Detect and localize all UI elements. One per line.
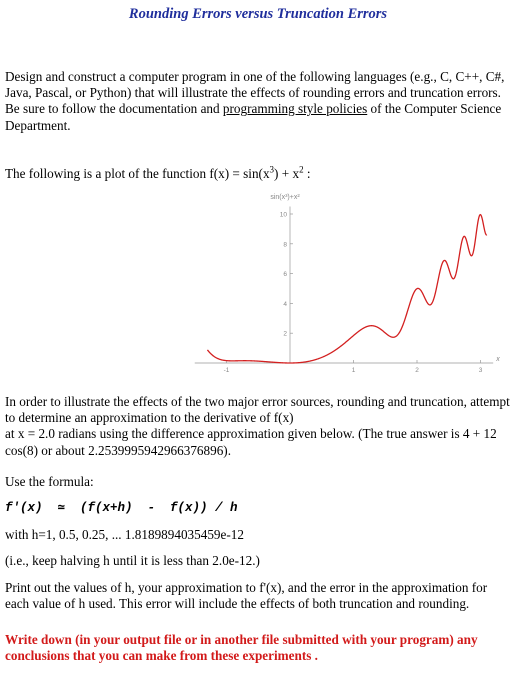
plot-intro-exp1: 3 [269, 164, 275, 175]
page-title: Rounding Errors versus Truncation Errors [128, 6, 388, 22]
y-tick-label: 8 [283, 241, 287, 249]
plot-ticks [224, 212, 483, 375]
x-axis-label: x [496, 356, 500, 363]
x-tick-label: 2 [415, 367, 419, 374]
plot-intro-suffix: : [303, 166, 311, 181]
style-policies-link[interactable]: programming style policies [222, 101, 368, 117]
plot-intro-mid: ) + x [274, 166, 300, 181]
para1-text: In order to illustrate the effects of the two major error sources, rounding and truncation, attempt to determine an approximation to the derivative of f(x) [5, 394, 510, 426]
plot-title: sin(x³)+x² [270, 194, 300, 201]
intro-paragraph [5, 69, 510, 134]
halving-note: (i.e., keep halving h until it is less than 2.0e-12.) [5, 553, 260, 568]
function-plot [0, 186, 516, 386]
y-tick-label: 10 [279, 211, 287, 219]
plot-intro-prefix: The following is a plot of the function f(x) = sin(x [5, 166, 270, 181]
y-tick-label: 2 [283, 330, 287, 338]
x-tick-label: 3 [478, 367, 483, 374]
plot-intro [5, 166, 510, 182]
x-tick-label: -1 [223, 367, 230, 374]
h-values: with h=1, 0.5, 0.25, ... 1.8189894035459e-12 [5, 527, 244, 542]
formula: f'(x) ≃ (f(x+h) - f(x)) / h [5, 501, 238, 515]
print-instructions: Print out the values of h, your approximation to f'(x), and the error in the approximation for each value of h used. This error will include the effects of both truncation and rounding. [5, 580, 488, 612]
plot-intro-exp2: 2 [299, 164, 304, 175]
intro-text-2a: Be sure to follow the documentation and [5, 101, 223, 117]
derivative-paragraph [5, 394, 510, 459]
use-formula-label: Use the formula: [5, 474, 94, 489]
write-down-instructions: Write down (in your output file or in another file submitted with your program) any conclusions that you can make from these experiments . [5, 632, 478, 664]
intro-text: Design and construct a computer program in one of the following languages (e.g., C, C++, C#, Java, Pascal, or Python) that will illustrate the effects of rounding errors and truncation errors. [5, 69, 505, 101]
function-curve [207, 215, 486, 363]
intro-text-2b: of the Computer Science Department. [5, 101, 502, 133]
x-tick-label: 1 [351, 367, 356, 374]
para2-text: at x = 2.0 radians using the difference approximation given below. (The true answer is 4 + 12 cos(8) or about 2.2539995942966376896). [5, 426, 497, 458]
y-tick-label: 6 [283, 271, 287, 279]
y-tick-label: 4 [283, 300, 287, 308]
